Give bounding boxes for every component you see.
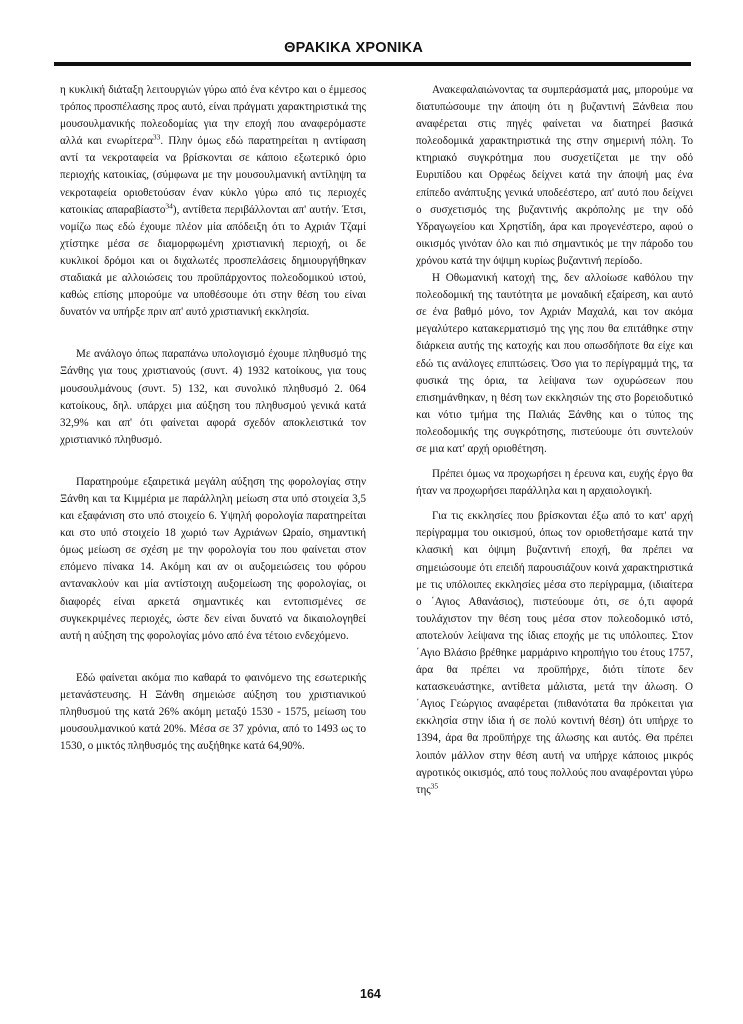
left-paragraph-4: Εδώ φαίνεται ακόμα πιο καθαρά το φαινόμενο της εσωτερικής μετανάστευσης. Η Ξάνθη σημειώσε αύξηση του χριστιανικού πληθυσμού της κατά 26% ακόμη μεταξύ 1530 - 1575, μείωση του μουσουλμανικού κατά 20%. Μέσα σε 37 χρόνια, από το 1493 ως το 1530, ο μικτός πληθυσμός της αυξήθηκε κατά 64,90%. xyxy=(60,671,366,753)
right-paragraph-2: Η Οθωμανική κατοχή της, δεν αλλοίωσε καθόλου την πολεοδομική της ταυτότητα με μοναδική εξαίρεση, και αυτό σε ένα βαθμό μόνο, τον Αχριάν Μαχαλά, και τον ακόμα μεγαλύτερο κατακερματισμό της γης που θα επιτάθηκε στην διάρκεια αυτής της κατοχής και που οπωσδήποτε θα είχε και εδώ τις ανάλογες επιπτώσεις. Όσο για το περίγραμμά της, τα φυσικά της όρια, τα λείψανα των οχυρώσεων που επισημάνθηκαν, η θέση των εκκλησιών της στο βορειοδυτικό και νότιο τμήμα της Παλιάς Ξάνθης και ο τύπος της πολεοδομικής της συγκρότησης, πιστεύουμε ότι συντελούν σε μια κατ' αρχή οριοθέτηση. xyxy=(416,272,693,455)
footnote-ref-35: 35 xyxy=(430,781,439,791)
right-p4-text: Για τις εκκλησίες που βρίσκονται έξω από το κατ' αρχή περίγραμμα του οικισμού, όπως τον οριοθετήσαμε κατά την κλασική και όψιμη βυζαντινή εποχή, θα πρέπει να σημειώσουμε ότι επειδή παρουσιάζουν κοινά χαρακτηριστικά με τις υπόλοιπες εκκλησίες μέσα στο περίγραμμα, (ιδιαίτερα ο ΄Αγιος Αθανάσιος), πιστεύουμε ότι, σε ό,τι αφορά τουλάχιστον την θέση τους μέσα στον πολεοδομικό ιστό, αποτελούν λείψανα της ίδιας εποχής με τις υπόλοιπες. Στον ΄Αγιο Βλάσιο βρέθηκε μαρμάρινο κηρoπήγιο του έτους 1757, άρα θα πρέπει να προϋπήρχε, διότι τίποτε δεν κατασκευάστηκε, αντίθετα μάλιστα, μετά την άλωση. Ο ΄Αγιος Γεώργιος αναφέρεται (πιθανότατα θα πρόκειται για εκκλησία στην ίδια ή σε πολύ κοντινή θέση) ότι υπήρχε το 1394, άρα θα προϋπήρχε της άλωσης και αυτός. Θα πρέπει λοιπόν μάλλον στην θέση αυτή να υπήρχε κάποιος μικρός αγροτικός οικισμός, από τους πολλούς που αναφέρονται γύρω της xyxy=(416,510,693,796)
right-paragraph-3: Πρέπει όμως να προχωρήσει η έρευνα και, ευχής έργο θα ήταν να προχωρήσει παράλληλα και η αρχαιολογική. xyxy=(416,468,693,498)
left-p1-text-c: ), αντίθετα περιβάλλονται απ' αυτήν. Έτσι, νομίζω πως εδώ έχουμε πλέον μία απόδειξη ότι το Αχριάν Τζαμί χτίστηκε μέσα σε διαμορφωμένη χριστιανική περιοχή, οι δε κυκλικοί δρόμοι και οι διχαλωτές προσπελάσεις δημιουργήθηκαν σταδιακά με αλλοιώσεις του προϋπάρχοντος πολεοδομικού ιστού, καθώς επίσης μπορούμε να υποθέσουμε ότι στην θέση του είναι δυνατόν να υπήρξε πριν απ' αυτό χριστιανική εκκλησία. xyxy=(60,203,366,319)
left-column xyxy=(60,82,366,755)
running-header-title: ΘΡΑΚΙΚΑ ΧΡΟΝΙΚΑ xyxy=(284,40,423,56)
left-paragraph-1 xyxy=(60,82,366,321)
left-paragraph-2: Με ανάλογο όπως παραπάνω υπολογισμό έχουμε πληθυσμό της Ξάνθης για τους χριστιανούς (συντ. 4) 1932 κατοίκους, για τους μουσουλμάνους (συντ. 5) 132, και συνολικό πληθυσμό 2. 064 κατοίκους, δηλ. υπάρχει μια αύξηση του πληθυσμού γενικά κατά 32,9% και απ' ότι φαίνεται αφορά σχεδόν αποκλειστικά τον χριστιανικό πληθυσμό. xyxy=(60,348,366,446)
right-column xyxy=(416,82,693,799)
footnote-ref-34: 34 xyxy=(165,200,173,210)
left-p1-text-a: η κυκλική διάταξη λειτουργιών γύρω από ένα κέντρο και ο έμμεσος τρόπος προσπέλασης προς αυτό, είναι πράγματι χαρακτηριστικά της μουσουλμανικής πολεοδομίας για την εποχή που αναφερόμαστε αλλά και ενωρίτερα xyxy=(60,84,366,148)
page-number: 164 xyxy=(360,987,381,1001)
left-paragraph-3: Παρατηρούμε εξαιρετικά μεγάλη αύξηση της φορολογίας στην Ξάνθη και τα Κιμμέρια με παράλληλη μείωση στα υπό στοιχεία 3,5 και εξαφάνιση στο υπό στοιχείο 6. Υψηλή φορολογία παρατηρείται και στο υπό στοιχείο 18 χωριό των Αχριάνων Ωραίο, σημαντική όμως μείωση σε σχέση με την φορολογία του που φαίνεται στον επόμενο πίνακα 14. Ακόμη και αν οι αυξομειώσεις του φόρου αντανακλούν και μία αντίστοιχη αυξομείωση της φορολογίας, οι διαφορές είναι αρκετά σημαντικές και εντοπισμένες σε συγκεκριμένες περιοχές, ώστε δεν είναι δυνατό να δικαιολογηθεί αυτή η αύξηση της φορολογίας μόνο από ένα τέτοιο ενδεχόμενο. xyxy=(60,475,366,642)
right-paragraph-4 xyxy=(416,508,693,799)
footnote-ref-33: 33 xyxy=(152,132,161,142)
header-rule xyxy=(54,62,691,66)
right-paragraph-1: Ανακεφαλαιώνοντας τα συμπεράσματά μας, μπορούμε να διατυπώσουμε την άποψη ότι η βυζαντινή Ξάνθεια που αναφέρεται στις πηγές φαίνεται να διατηρεί βασικά πολεοδομικά χαρακτηριστικά της στην σημερινή πόλη. Το κτηριακό συγκρότημα που συσχετίζεται με την οδό Ευριπίδου και Ορφέως δείχνει κατά την άποψή μας ένα επίπεδο ανάπτυξης γενικά υποδεέστερο, απ' αυτό που δείχνει ο συσχετισμός της βυζαντινής ακρόπολης με την οδό Υδραγωγείου και Χρηστίδη, άρα και προγενέστερο, αφού ο οικισμός γινόταν όλο και πιό σημαντικός με την πάροδο του χρόνου κατά την όψιμη κυρίως βυζαντινή περίοδο. xyxy=(416,84,693,267)
left-p1-text-b: . Πλην όμως εδώ παρατηρείται η αντίφαση αντί τα νεκροταφεία να βρίσκονται σε κάποιο εξωτερικό όριο περιοχής κατοικίας, (σύμφωνα με την μουσουλμανική αντίληψη τα νεκροταφεία οριοθετούσαν έναν κύκλο γύρω από τις περιοχές κατοικίας απαραβίαστο xyxy=(60,135,366,216)
